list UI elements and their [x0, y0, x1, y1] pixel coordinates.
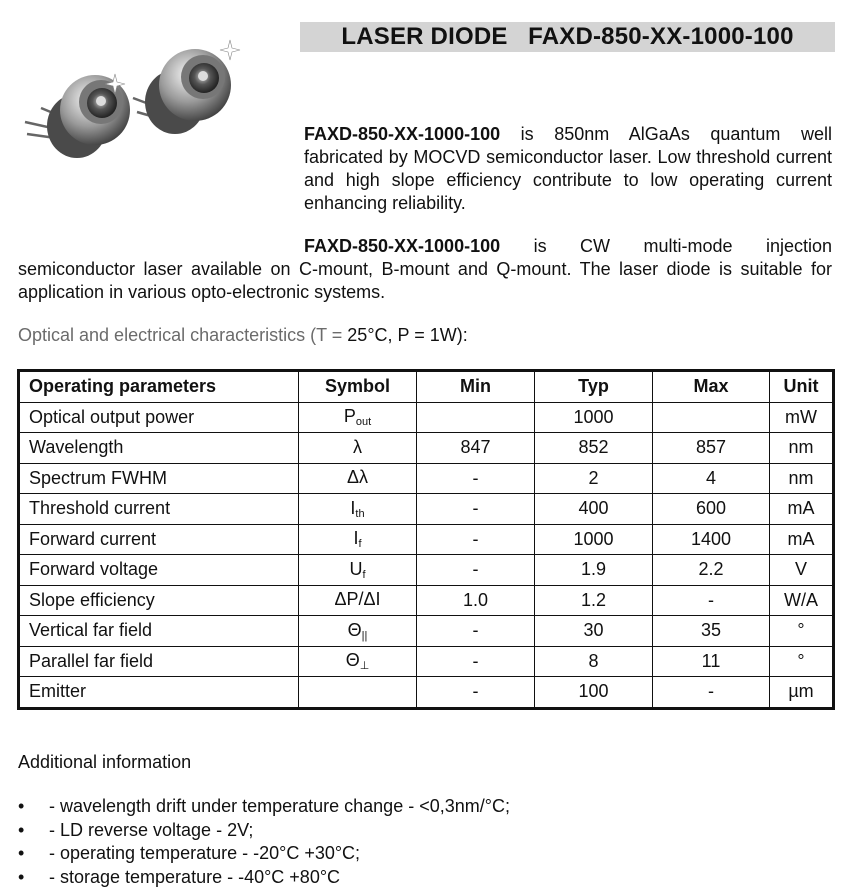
column-header: Symbol	[299, 371, 417, 403]
diode-can-right	[133, 40, 240, 134]
min-cell: -	[417, 616, 535, 647]
list-item-text: - wavelength drift under temperature change - <0,3nm/°C;	[49, 796, 510, 816]
typ-cell: 1.2	[535, 585, 653, 616]
table-row	[19, 494, 834, 525]
unit-cell: µm	[770, 677, 834, 709]
symbol-main: U	[349, 559, 362, 579]
table-row	[19, 463, 834, 494]
max-cell: 35	[653, 616, 770, 647]
column-header: Unit	[770, 371, 834, 403]
symbol-subscript: f	[358, 538, 361, 550]
list-item	[18, 866, 510, 889]
max-cell: 11	[653, 646, 770, 677]
bullet-icon: •	[18, 795, 24, 819]
symbol-main: I	[353, 528, 358, 548]
min-cell: -	[417, 494, 535, 525]
list-item-text: - storage temperature - -40°C +80°C	[49, 867, 340, 887]
unit-cell: °	[770, 616, 834, 647]
product-name: FAXD-850-XX-1000-100	[304, 124, 500, 144]
min-cell	[417, 402, 535, 433]
typ-cell: 8	[535, 646, 653, 677]
additional-info-list	[18, 795, 510, 889]
unit-cell: mA	[770, 524, 834, 555]
table-row	[19, 433, 834, 464]
max-cell	[653, 402, 770, 433]
symbol-main: I	[350, 498, 355, 518]
table-row	[19, 677, 834, 709]
bullet-icon: •	[18, 819, 24, 843]
unit-cell: mA	[770, 494, 834, 525]
typ-cell: 30	[535, 616, 653, 647]
list-item	[18, 842, 510, 866]
unit-cell: nm	[770, 463, 834, 494]
symbol-main: P	[344, 406, 356, 426]
max-cell: 1400	[653, 524, 770, 555]
column-header: Max	[653, 371, 770, 403]
typ-cell: 852	[535, 433, 653, 464]
unit-cell: V	[770, 555, 834, 586]
unit-cell: nm	[770, 433, 834, 464]
max-cell: -	[653, 585, 770, 616]
param-cell: Threshold current	[19, 494, 299, 525]
symbol-subscript: f	[362, 569, 365, 581]
min-cell: -	[417, 677, 535, 709]
unit-cell: mW	[770, 402, 834, 433]
min-cell: -	[417, 646, 535, 677]
typ-cell: 1.9	[535, 555, 653, 586]
list-item	[18, 819, 510, 843]
typ-cell: 1000	[535, 524, 653, 555]
param-cell: Emitter	[19, 677, 299, 709]
unit-cell: W/A	[770, 585, 834, 616]
laser-diode-photo	[15, 30, 250, 170]
bullet-icon: •	[18, 866, 24, 889]
param-cell: Forward current	[19, 524, 299, 555]
list-item-text: - operating temperature - -20°C +30°C;	[49, 843, 360, 863]
typ-cell: 1000	[535, 402, 653, 433]
unit-cell: °	[770, 646, 834, 677]
symbol-cell	[299, 677, 417, 709]
symbol-main: Δλ	[347, 467, 368, 487]
symbol-main: λ	[353, 437, 362, 457]
product-name: FAXD-850-XX-1000-100	[304, 236, 500, 256]
max-cell: 4	[653, 463, 770, 494]
param-cell: Vertical far field	[19, 616, 299, 647]
symbol-cell	[299, 524, 417, 555]
symbol-cell	[299, 463, 417, 494]
symbol-subscript: th	[355, 508, 364, 520]
param-cell: Slope efficiency	[19, 585, 299, 616]
param-cell: Forward voltage	[19, 555, 299, 586]
characteristics-caption-main: Optical and electrical characteristics (T =	[18, 325, 347, 345]
table-header-row	[19, 371, 834, 403]
table-row	[19, 555, 834, 586]
min-cell: 1.0	[417, 585, 535, 616]
intro-paragraph-1	[304, 123, 832, 215]
max-cell: 857	[653, 433, 770, 464]
table-row	[19, 646, 834, 677]
column-header: Min	[417, 371, 535, 403]
characteristics-caption-temp: 25°C, P = 1W):	[347, 325, 467, 345]
typ-cell: 100	[535, 677, 653, 709]
symbol-cell	[299, 555, 417, 586]
min-cell: -	[417, 524, 535, 555]
column-header: Operating parameters	[19, 371, 299, 403]
min-cell: -	[417, 463, 535, 494]
symbol-cell	[299, 402, 417, 433]
symbol-cell	[299, 433, 417, 464]
symbol-cell	[299, 616, 417, 647]
symbol-subscript: out	[356, 416, 371, 428]
column-header: Typ	[535, 371, 653, 403]
symbol-cell	[299, 585, 417, 616]
max-cell: 2.2	[653, 555, 770, 586]
min-cell: 847	[417, 433, 535, 464]
table-row	[19, 524, 834, 555]
max-cell: -	[653, 677, 770, 709]
symbol-subscript: ||	[362, 630, 368, 642]
characteristics-caption	[18, 325, 468, 346]
page-title: LASER DIODE FAXD-850-XX-1000-100	[300, 22, 835, 52]
symbol-cell	[299, 646, 417, 677]
intro-paragraph-1-text: is 850nm AlGaAs quantum well fabricated by MOCVD semiconductor laser. Low threshold current and high slope efficiency contribute to low operating current enhancing reliability.	[304, 124, 832, 213]
diode-can-left	[25, 74, 130, 158]
spec-table	[17, 369, 835, 710]
table-row	[19, 402, 834, 433]
table-row	[19, 616, 834, 647]
list-item-text: - LD reverse voltage - 2V;	[49, 820, 253, 840]
additional-info-heading: Additional information	[18, 752, 191, 773]
param-cell: Optical output power	[19, 402, 299, 433]
param-cell: Parallel far field	[19, 646, 299, 677]
table-row	[19, 585, 834, 616]
typ-cell: 2	[535, 463, 653, 494]
symbol-main: Θ	[346, 650, 360, 670]
intro-paragraph-2-text: is CW multi-mode injection semiconductor laser available on C-mount, B-mount and Q-mount. The laser diode is suitable for application in various opto-electronic systems.	[18, 236, 832, 302]
list-item	[18, 795, 510, 819]
max-cell: 600	[653, 494, 770, 525]
intro-paragraph-2	[18, 235, 832, 304]
symbol-subscript: ⊥	[360, 660, 370, 672]
symbol-cell	[299, 494, 417, 525]
typ-cell: 400	[535, 494, 653, 525]
symbol-main: Θ	[348, 620, 362, 640]
bullet-icon: •	[18, 842, 24, 866]
min-cell: -	[417, 555, 535, 586]
table-body	[19, 402, 834, 708]
param-cell: Wavelength	[19, 433, 299, 464]
param-cell: Spectrum FWHM	[19, 463, 299, 494]
symbol-main: ΔP/ΔI	[334, 589, 380, 609]
